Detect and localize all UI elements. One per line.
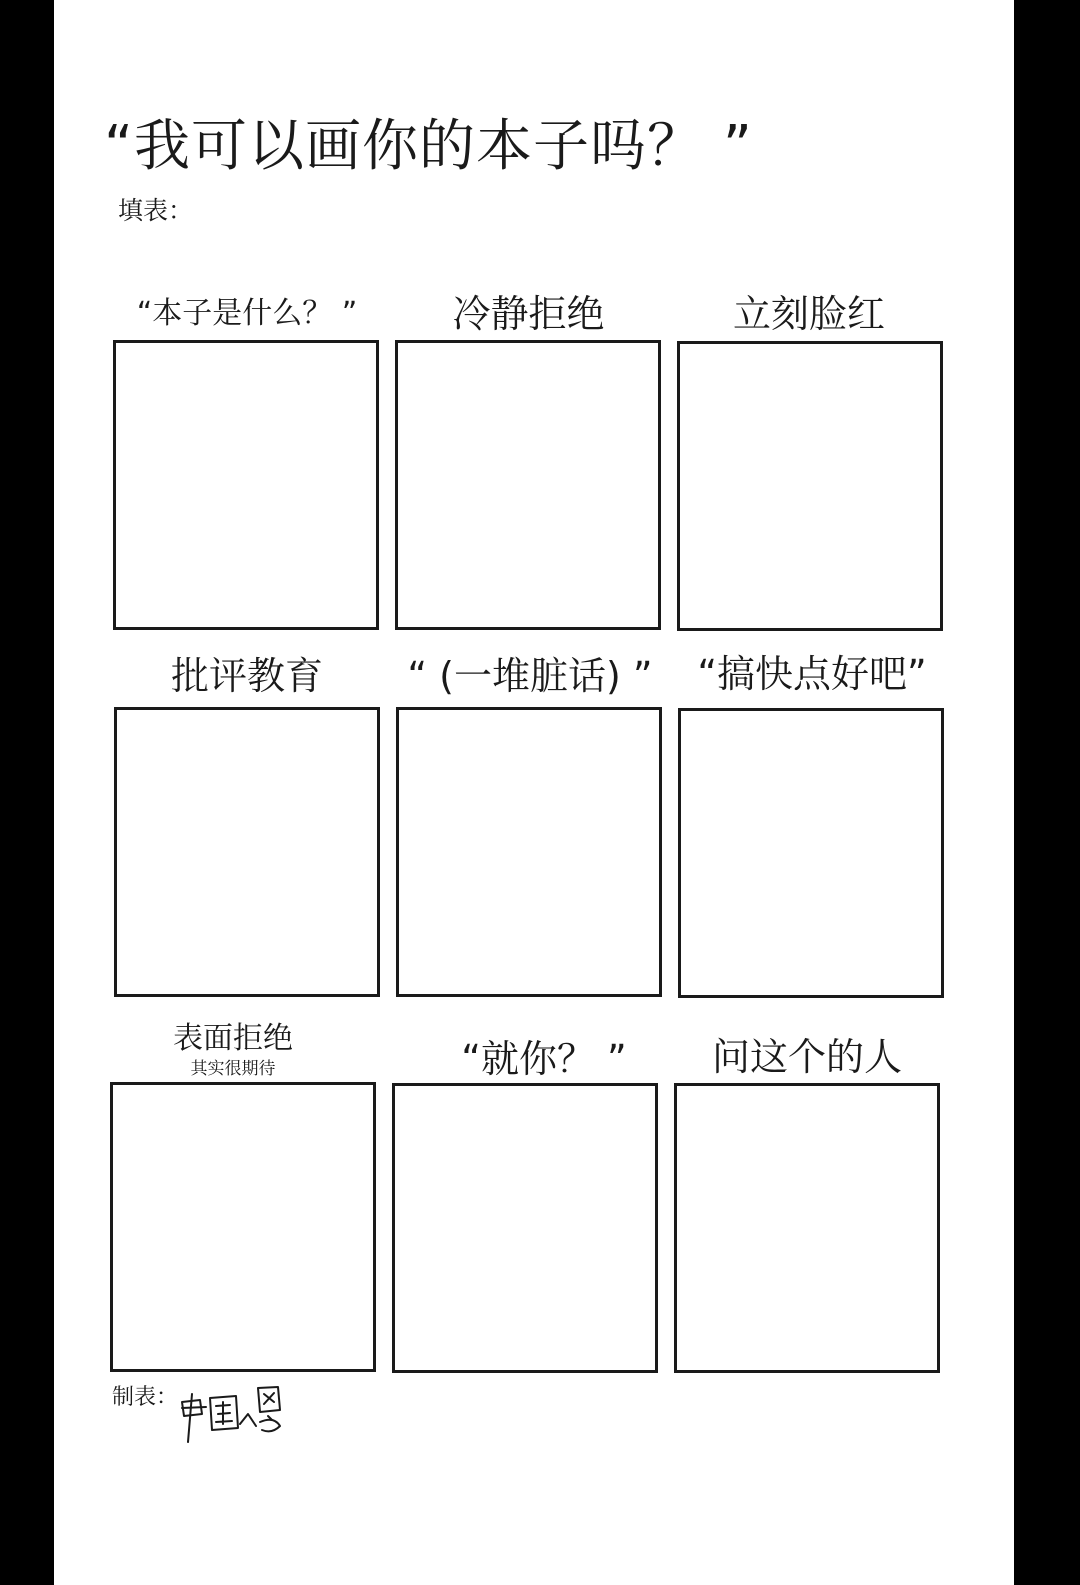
page-title: “我可以画你的本子吗？ ” [104, 114, 753, 179]
maker-label: 制表： [112, 1385, 179, 1410]
cell-label-3: 立刻脸红 [732, 292, 885, 336]
drawing-box-4[interactable] [114, 707, 380, 997]
drawing-box-9[interactable] [674, 1083, 940, 1373]
drawing-box-1[interactable] [113, 340, 379, 630]
cell-label-2: 冷静拒绝 [452, 292, 605, 336]
cell-label-8: “就你？ ” [461, 1037, 627, 1081]
cell-label-9: 问这个的人 [711, 1035, 902, 1079]
drawing-box-6[interactable] [678, 708, 944, 998]
drawing-box-5[interactable] [396, 707, 662, 997]
cell-label-1: “本子是什么？ ” [136, 296, 358, 331]
questionnaire-sheet [54, 0, 1014, 1585]
handwritten-signature [176, 1380, 316, 1450]
fill-in-label: 填表： [118, 196, 194, 225]
drawing-box-2[interactable] [395, 340, 661, 630]
cell-label-5: “ (一堆脏话) ” [407, 654, 653, 698]
cell-label-7: 表面拒绝 [173, 1021, 293, 1056]
cell-sublabel-7: 其实很期待 [190, 1059, 276, 1079]
cell-label-6: “搞快点好吧” [697, 652, 927, 696]
drawing-box-8[interactable] [392, 1083, 658, 1373]
drawing-box-3[interactable] [677, 341, 943, 631]
drawing-box-7[interactable] [110, 1082, 376, 1372]
cell-label-4: 批评教育 [170, 654, 323, 698]
